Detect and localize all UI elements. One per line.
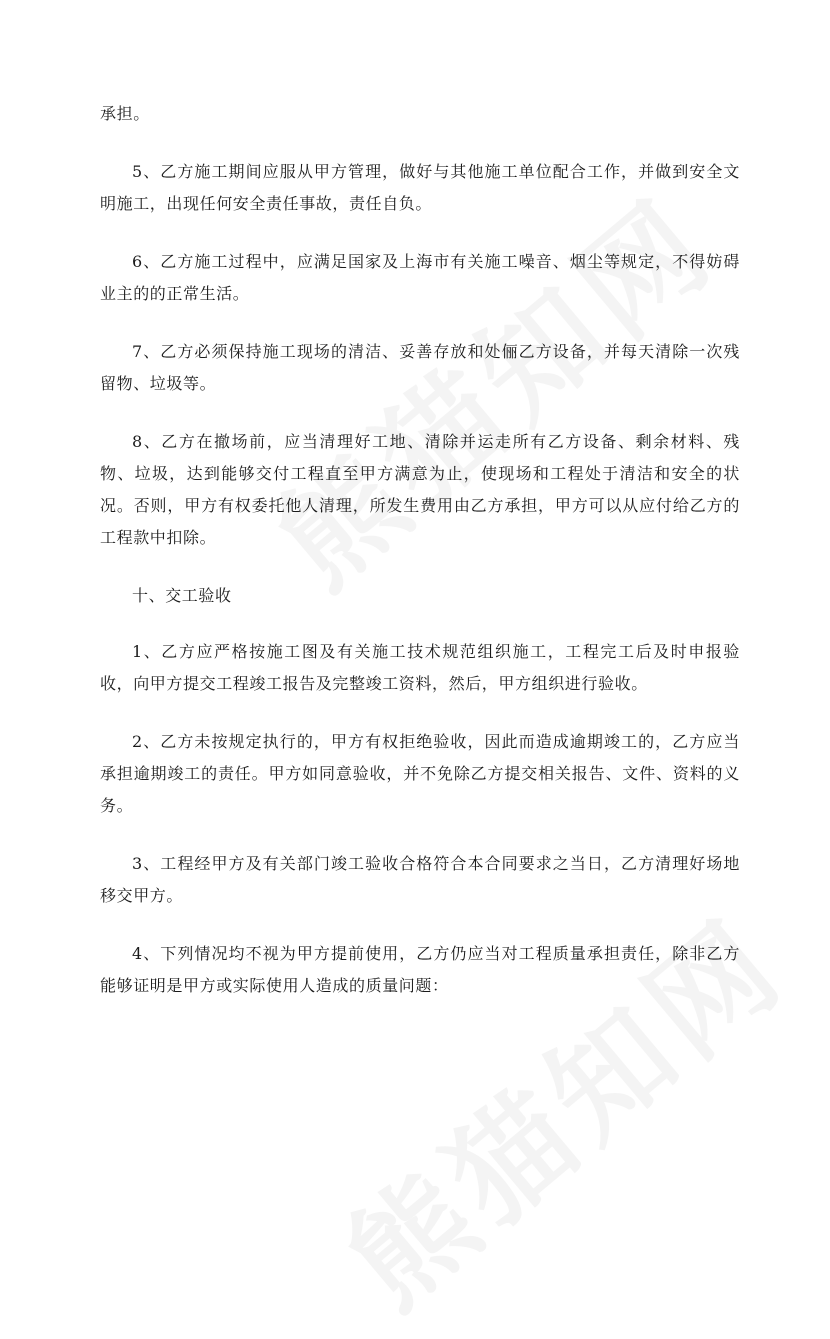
clause-3: 3、工程经甲方及有关部门竣工验收合格符合本合同要求之当日，乙方清理好场地移交甲方。 — [100, 854, 740, 905]
section-heading: 十、交工验收 — [132, 586, 232, 605]
paragraph-continuation: 承担。 — [100, 104, 150, 123]
clause-8: 8、乙方在撤场前，应当清理好工地、清除并运走所有乙方设备、剩余材料、残物、垃圾，达到能够交付工程直至甲方满意为止，使现场和工程处于清洁和安全的状况。否则，甲方有权委托他人清理，所发生费用由乙方承担，甲方可以从应付给乙方的工程款中扣除。 — [100, 432, 740, 547]
clause-1: 1、乙方应严格按施工图及有关施工技术规范组织施工，工程完工后及时申报验收，向甲方提交工程竣工报告及完整竣工资料，然后，甲方组织进行验收。 — [100, 642, 740, 693]
clause-5: 5、乙方施工期间应服从甲方管理，做好与其他施工单位配合工作，并做到安全文明施工，出现任何安全责任事故，责任自负。 — [100, 162, 740, 213]
clause-4: 4、下列情况均不视为甲方提前使用，乙方仍应当对工程质量承担责任，除非乙方能够证明是甲方或实际使用人造成的质量问题： — [100, 944, 740, 995]
clause-2: 2、乙方未按规定执行的，甲方有权拒绝验收，因此而造成逾期竣工的，乙方应当承担逾期竣工的责任。甲方如同意验收，并不免除乙方提交相关报告、文件、资料的义务。 — [100, 732, 740, 815]
clause-7: 7、乙方必须保持施工现场的清洁、妥善存放和处俪乙方设备，并每天清除一次残留物、垃圾等。 — [100, 342, 740, 393]
clause-6: 6、乙方施工过程中，应满足国家及上海市有关施工噪音、烟尘等规定，不得妨碍业主的的正常生活。 — [100, 252, 740, 303]
document-body — [100, 98, 740, 1028]
